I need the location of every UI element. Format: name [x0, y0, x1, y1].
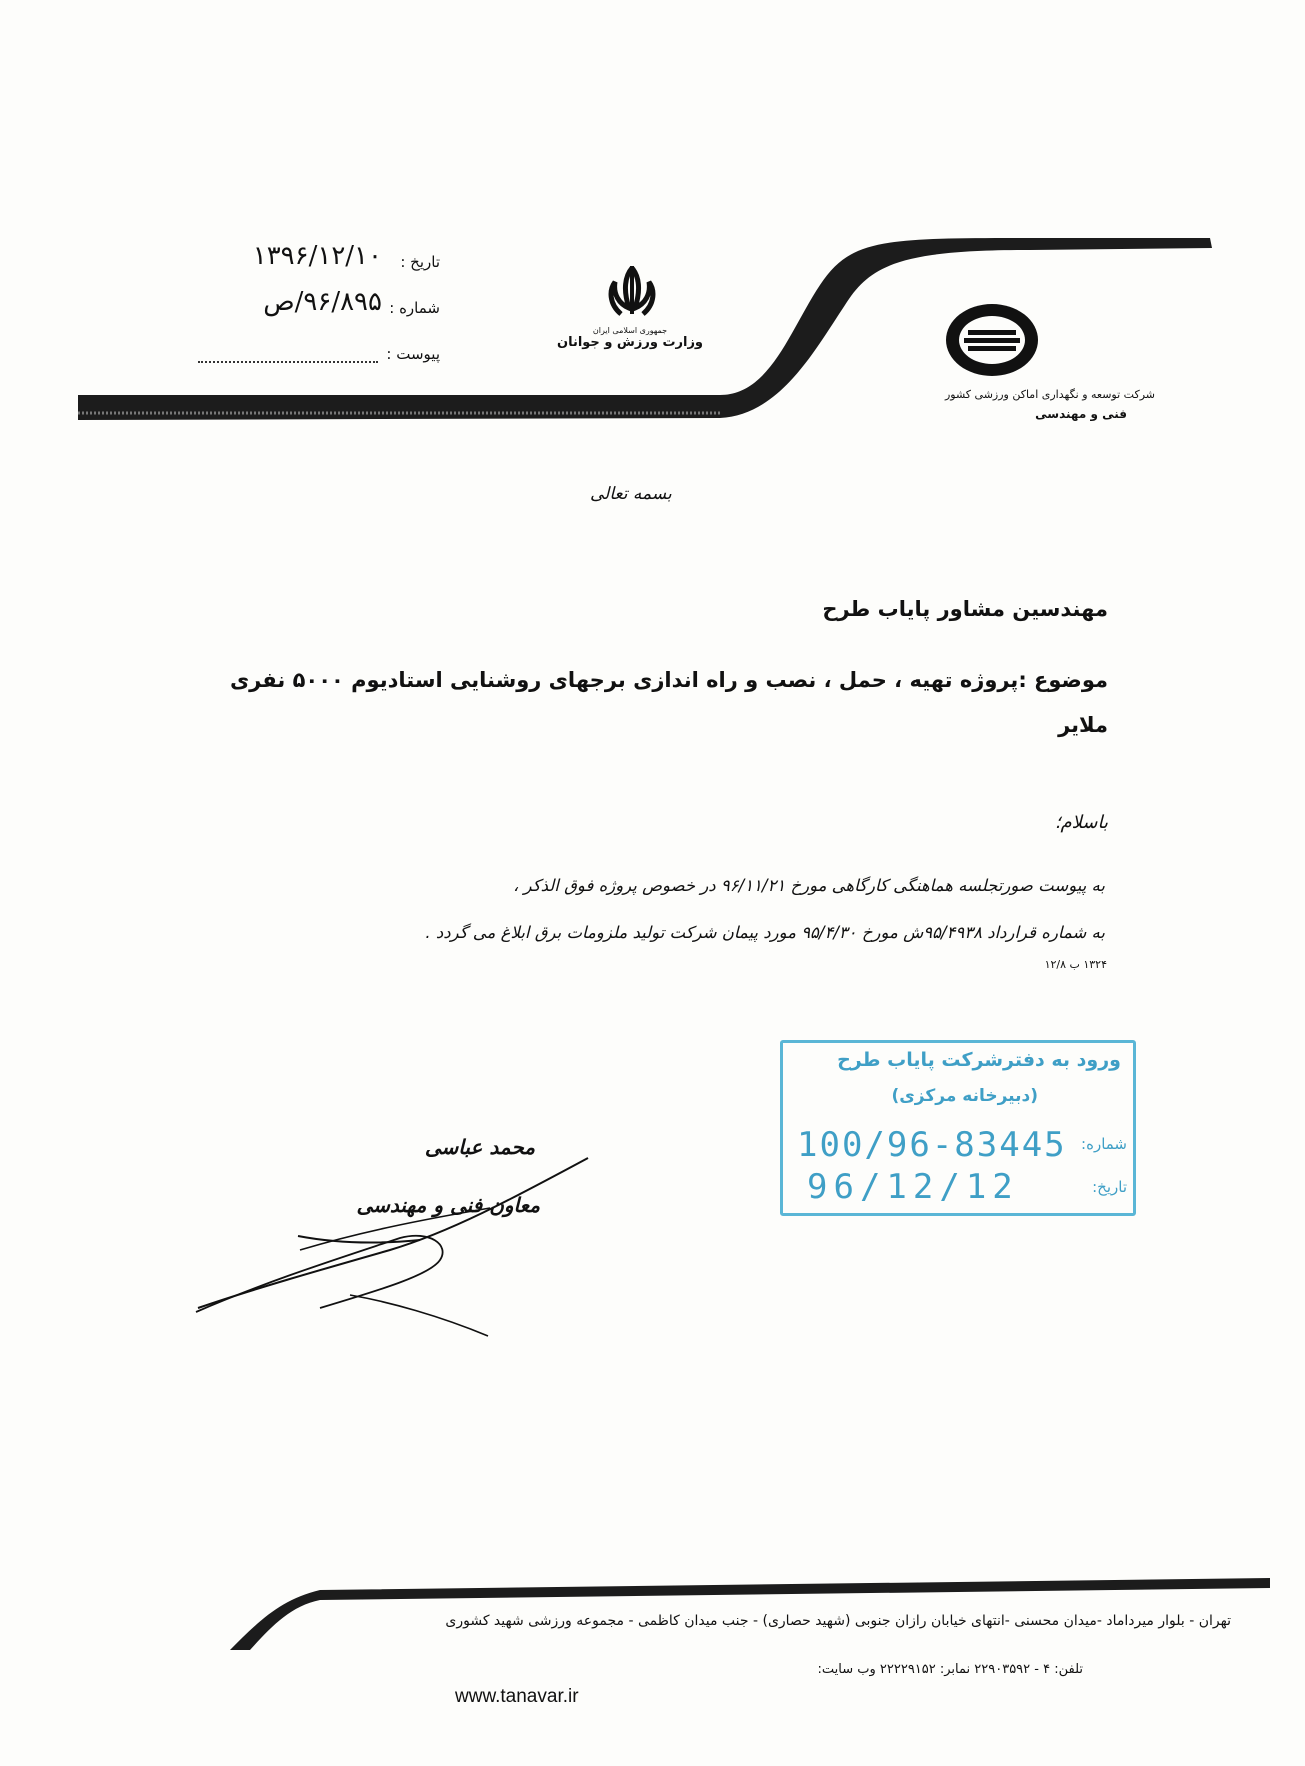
attachment-value [198, 361, 378, 363]
greeting: باسلام؛ [1054, 812, 1108, 833]
company-dept: فنی و مهندسی [1035, 407, 1127, 421]
ministry-name: وزارت ورزش و جوانان [556, 335, 704, 350]
footer-contact: تلفن: ۴ - ۲۲۹۰۳۵۹۲ نمابر: ۲۲۲۲۹۱۵۲ وب سایت: [817, 1662, 1083, 1677]
company-logo-icon [942, 300, 1042, 380]
signer-name: محمد عباسی [424, 1135, 535, 1159]
stamp-number-label: شماره: [1081, 1135, 1127, 1153]
ministry-caption [530, 262, 730, 350]
signer-title: معاون فنی و مهندسی [356, 1193, 540, 1217]
receipt-stamp [780, 1040, 1136, 1216]
number-value: ۹۶/۸۹۵/ص [263, 287, 382, 317]
subject: موضوع :پروژه تهیه ، حمل ، نصب و راه اندازی برجهای روشنایی استادیوم ۵۰۰۰ نفری ملایر [229, 668, 1108, 737]
stamp-number-value: 100/96-83445 [797, 1125, 1067, 1165]
ministry-line1: جمهوری اسلامی ایران [592, 326, 668, 335]
attachment-row [110, 345, 440, 379]
company-name: شرکت توسعه و نگهداری اماکن ورزشی کشور [944, 388, 1155, 401]
body-paragraph [115, 866, 1105, 952]
handwritten-annotation: ۱۳۲۴ ب ۱۲/۸ [1044, 958, 1107, 971]
number-row [110, 287, 440, 325]
body-line-2: به شماره قرارداد ۹۵/۴۹۳۸ش مورخ ۹۵/۴/۳۰ مورد پیمان شرکت تولید ملزومات برق ابلاغ می گردد . [425, 923, 1105, 942]
attachment-label: پیوست : [386, 345, 440, 363]
handwritten-signature [190, 1140, 610, 1340]
date-label: تاریخ : [400, 253, 440, 271]
date-value: ۱۳۹۶/۱۲/۱۰ [252, 241, 382, 271]
footer-swoosh-band [0, 1550, 1305, 1660]
stamp-subtitle: (دبیرخانه مرکزی) [891, 1086, 1038, 1106]
footer-website: www.tanavar.ir [455, 1686, 579, 1707]
stamp-date-label: تاریخ: [1092, 1178, 1127, 1196]
body-line-1: به پیوست صورتجلسه هماهنگی کارگاهی مورخ ۹۶/۱۱/۲۱ در خصوص پروژه فوق الذکر ، [513, 876, 1105, 895]
footer-address-line: تهران - بلوار میرداماد -میدان محسنی -انتهای خیابان رازان جنوبی (شهید حصاری) - جنب میدان کاظمی - مجموعه ورزشی شهید کشوری [445, 1613, 1231, 1629]
header-swoosh-band [0, 0, 1305, 450]
footer-address [211, 1608, 1231, 1635]
recipient: مهندسین مشاور پایاب طرح [822, 597, 1108, 621]
invocation: بسمه تعالی [590, 484, 672, 504]
stamp-title: ورود به دفترشرکت پایاب طرح [837, 1049, 1121, 1071]
date-row [110, 243, 440, 277]
number-label: شماره : [389, 299, 440, 317]
company-caption [825, 388, 1155, 421]
stamp-date-value: 96/12/12 [807, 1167, 1019, 1207]
